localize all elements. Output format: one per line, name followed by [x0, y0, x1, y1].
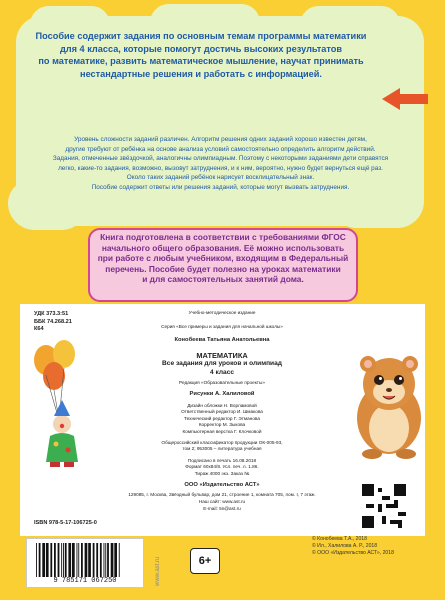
- barcode-bar: [81, 543, 83, 577]
- barcode-bar: [111, 543, 114, 577]
- barcode-bar: [114, 543, 117, 577]
- staff-list: Дизайн обложки Н. Ворламовой Ответственный редактор И. Шмакова Технический редактор Г. Этманова Корректор М. Зыкова Компьютерная верстка Г. Клочковой: [181, 403, 263, 434]
- barcode-bar: [85, 543, 88, 577]
- series-line: Серия «Все примеры и задания для начальной школы»: [161, 324, 283, 329]
- isbn-label: ISBN 978-5-17-106725-0: [34, 520, 97, 526]
- barcode-bar: [50, 543, 52, 577]
- barcode-bar: [104, 543, 105, 577]
- classification-codes: УДК 373.3:51 ББК 74.268.21 К64: [34, 311, 72, 332]
- editors-line: Редакция «Образовательные проекты»: [179, 380, 265, 385]
- book-title: МАТЕМАТИКА: [196, 351, 248, 360]
- age-rating-badge: 6+: [190, 548, 220, 574]
- barcode-bar: [78, 543, 79, 577]
- barcode-bar: [46, 543, 49, 577]
- barcode-bar: [63, 543, 64, 577]
- book-subtitle: Все задания для уроков и олимпиад: [162, 360, 282, 367]
- publisher-label: ООО «Издательство АСТ»: [184, 482, 260, 488]
- qr-code-icon: [362, 484, 406, 528]
- edition-type: Учебно-методическое издание: [188, 310, 256, 315]
- barcode-bar: [100, 543, 102, 577]
- balloon-clown-icon: [24, 340, 94, 470]
- barcode-bar: [36, 543, 37, 577]
- intro-text: Пособие содержит задания по основным темам программы математики для 4 класса, которые помогут достичь высоких результатов по математике, развить математическое мышление, научат принимать нестандартные решения и работать с информацией.: [35, 31, 367, 79]
- publisher-website: Наш сайт: www.ast.ru: [198, 499, 246, 504]
- barcode-bar: [96, 543, 98, 577]
- hamster-icon: [348, 350, 430, 460]
- arrow-left-icon: [382, 88, 428, 110]
- publisher-email: E-mail: 5n@ast.ru: [203, 506, 241, 511]
- barcode-bar: [93, 543, 95, 577]
- barcode-bar: [58, 543, 60, 577]
- barcode-bar: [72, 543, 75, 577]
- classifier-lines: Общероссийский классификатор продукции ОК-005-93, том 2; 953005 – литература учебная: [161, 440, 283, 452]
- vertical-url: [150, 540, 162, 588]
- details-text: Уровень сложности заданий различен. Алгоритм решения одних заданий хорошо известен детям, другие требуют от ребёнка на основе анализа условий самостоятельно определить алгоритм действий. Задания, отмеченные звёздочкой, аналогичны олимпиадным. Поэтому с некоторыми заданиями дети справятся легко, какие-то задания, возможно, вызовут затруднения, и к ним, вероятно, нужно будет вернуться ещё раз. Около таких заданий ребёнок нарисует восклицательный знак. Пособие содержит ответы или решения заданий, которые могут вызвать затруднения.: [52, 136, 389, 191]
- grade-label: 4 класс: [209, 369, 235, 376]
- barcode-bar: [61, 543, 62, 577]
- barcode-bar: [42, 543, 45, 577]
- barcode-bar: [119, 543, 120, 577]
- copyright-block: © Конобеева Т.А., 2018 © Ил., Халилова А. Р., 2018 © ООО «Издательство АСТ», 2018: [312, 536, 394, 557]
- barcode-bar: [88, 543, 91, 577]
- barcode-bar: [107, 543, 109, 577]
- svg-text:www.ast.ru: www.ast.ru: [155, 556, 161, 586]
- illustrator-line: Рисунки А. Халиловой: [189, 391, 255, 397]
- publisher-address: 129085, г. Москва, Звёздный бульвар, дом 21, строение 1, комната 705, пом. I, 7 этаж.: [128, 492, 316, 497]
- print-details: Подписано в печать 16.08.2018 Формат 60x84/8. Усл. печ. л. 1.86. Тираж 4000 экз. Заказ №: [185, 458, 259, 476]
- fgos-banner-text: Книга подготовлена в соответствии с требованиями ФГОС начального общего образования. Её можно использовать при работе с любым учебником, входящим в Федеральный перечень. Пособие будет полезно на уроках математики и для самостоятельных занятий дома.: [97, 232, 349, 285]
- author-name: Конобеева Татьяна Анатольевна: [174, 337, 270, 343]
- barcode-bar: [65, 543, 67, 577]
- barcode-digits: 9 785171 067250: [53, 577, 117, 585]
- barcode-bar: [77, 543, 78, 577]
- barcode-bar: [105, 543, 106, 577]
- barcode-bar: [54, 543, 56, 577]
- barcode-bar: [68, 543, 71, 577]
- barcode-icon: [34, 543, 136, 577]
- barcode-bar: [39, 543, 41, 577]
